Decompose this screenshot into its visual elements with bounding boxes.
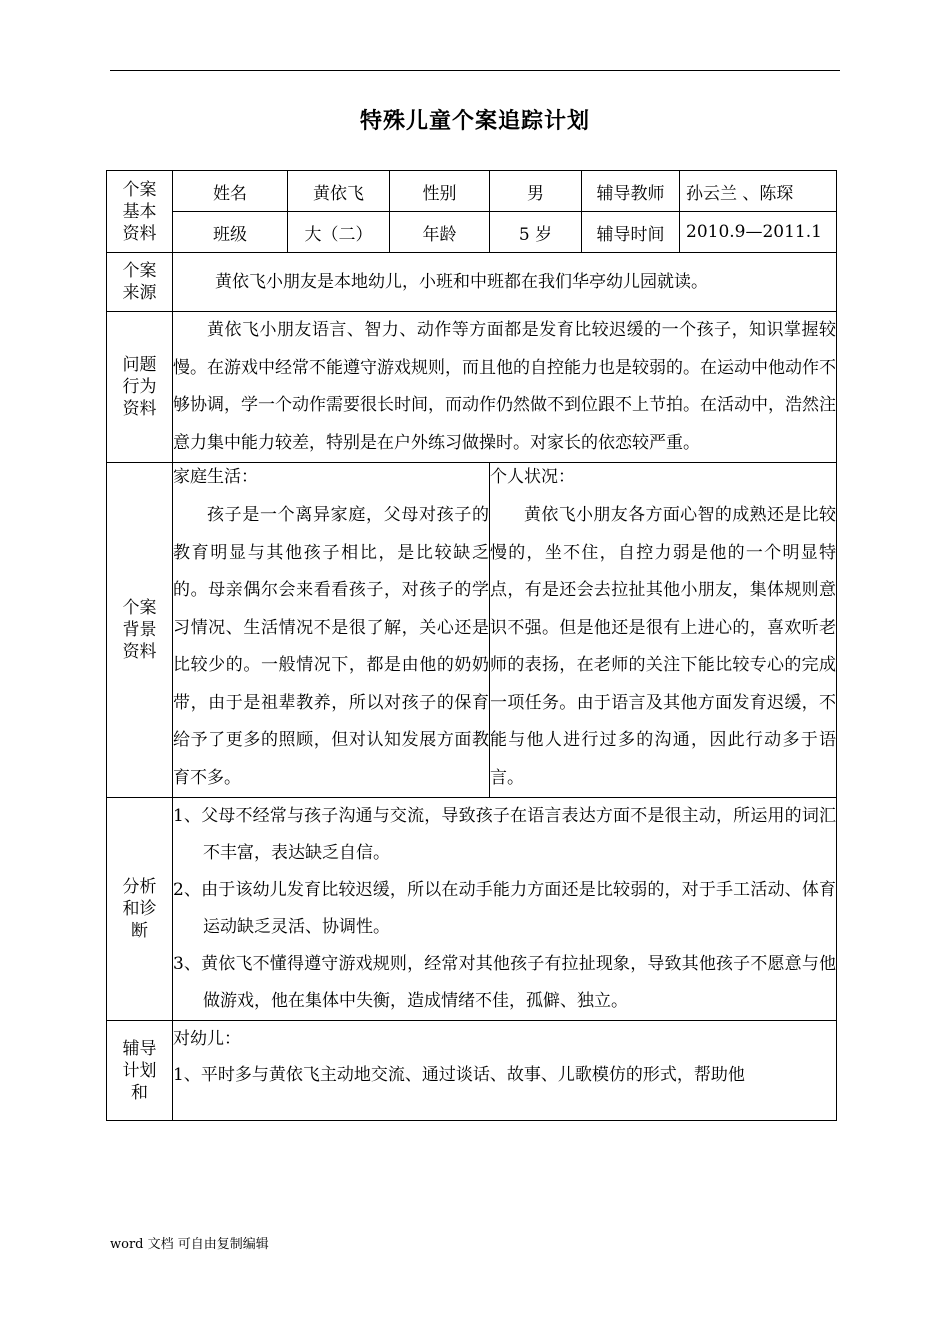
gender-value: 男 [490, 171, 582, 212]
age-label: 年龄 [390, 212, 490, 253]
source-text: 黄依飞小朋友是本地幼儿，小班和中班都在我们华亭幼儿园就读。 [173, 253, 837, 312]
source-label: 个案来源 [107, 253, 173, 312]
personal-title: 个人状况： [490, 467, 575, 487]
family-cell [173, 463, 490, 798]
gender-label: 性别 [390, 171, 490, 212]
basic-section-label: 个案基本资料 [107, 171, 173, 253]
problem-text: 黄依飞小朋友语言、智力、动作等方面都是发育比较迟缓的一个孩子，知识掌握较慢。在游戏中经常不能遵守游戏规则，而且他的自控能力也是较弱的。在运动中他动作不够协调，学一个动作需要很长时间，而动作仍然做不到位跟不上节拍。在活动中，浩然注意力集中能力较差，特别是在户外练习做操时。对家长的依恋较严重。 [173, 312, 837, 463]
teacher-value: 孙云兰 、陈琛 [680, 171, 837, 212]
name-value: 黄依飞 [288, 171, 390, 212]
personal-cell [490, 463, 837, 798]
plan-label: 辅导计划和 [107, 1021, 173, 1121]
teacher-label: 辅导教师 [582, 171, 680, 212]
plan-cell [173, 1021, 837, 1121]
period-value: 2010.9—2011.1 [680, 212, 837, 253]
class-value: 大（二） [288, 212, 390, 253]
family-text: 孩子是一个离异家庭，父母对孩子的教育明显与其他孩子相比，是比较缺乏的。母亲偶尔会来看看孩子，对孩子的学习情况、生活情况不是很了解，关心还是比较少的。一般情况下，都是由他的奶奶带，由于是祖辈教养，所以对孩子的保育给予了更多的照顾，但对认知发展方面教育不多。 [173, 505, 489, 788]
background-label: 个案背景资料 [107, 463, 173, 798]
analysis-item: 1、父母不经常与孩子沟通与交流，导致孩子在语言表达方面不是很主动，所运用的词汇不丰富，表达缺乏自信。 [173, 806, 836, 863]
basic-row-1 [107, 171, 837, 212]
name-label: 姓名 [173, 171, 288, 212]
family-title: 家庭生活： [173, 467, 258, 487]
problem-row [107, 312, 837, 463]
footer-note: word 文档 可自由复制编辑 [110, 1237, 269, 1252]
source-row [107, 253, 837, 312]
document-title: 特殊儿童个案追踪计划 [359, 108, 590, 134]
age-value: 5 岁 [490, 212, 582, 253]
plan-item: 1、平时多与黄依飞主动地交流、通过谈话、故事、儿歌模仿的形式，帮助他 [173, 1065, 745, 1085]
period-label: 辅导时间 [582, 212, 680, 253]
plan-subtitle: 对幼儿： [173, 1029, 241, 1049]
problem-label: 问题行为资料 [107, 312, 173, 463]
analysis-item: 2、由于该幼儿发育比较迟缓，所以在动手能力方面还是比较弱的，对于手工活动、体育运动缺乏灵活、协调性。 [173, 880, 836, 937]
background-row [107, 463, 837, 798]
case-table [106, 170, 837, 1121]
plan-row [107, 1021, 837, 1121]
basic-row-2 [107, 212, 837, 253]
class-label: 班级 [173, 212, 288, 253]
analysis-label: 分析和诊断 [107, 798, 173, 1021]
analysis-cell [173, 798, 837, 1021]
header-rule [110, 70, 840, 71]
personal-text: 黄依飞小朋友各方面心智的成熟还是比较慢的，坐不住，自控力弱是他的一个明显特点，有是还会去拉扯其他小朋友，集体规则意识不强。但是他还是很有上进心的，喜欢听老师的表扬，在老师的关注下能比较专心的完成一项任务。由于语言及其他方面发育迟缓，不能与他人进行过多的沟通，因此行动多于语言。 [490, 505, 836, 788]
analysis-row [107, 798, 837, 1021]
analysis-item: 3、黄依飞不懂得遵守游戏规则，经常对其他孩子有拉扯现象，导致其他孩子不愿意与他做游戏，他在集体中失衡，造成情绪不佳，孤僻、独立。 [173, 954, 836, 1011]
